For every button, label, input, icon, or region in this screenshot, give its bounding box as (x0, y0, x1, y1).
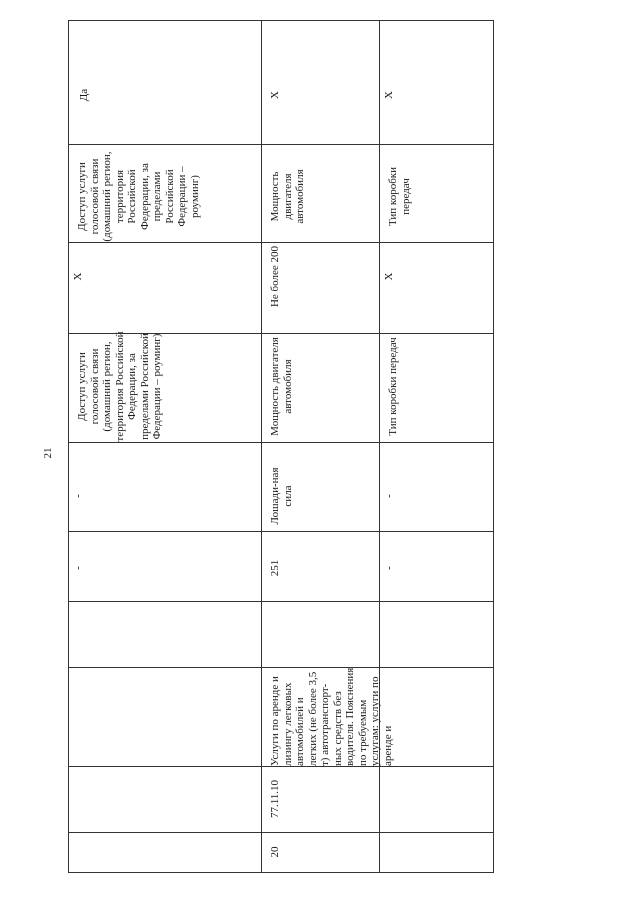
table-cell (379, 535, 493, 601)
table-border (68, 20, 69, 873)
table-cell (265, 46, 379, 144)
table-cell (72, 331, 257, 442)
cell-text: - (383, 494, 395, 498)
cell-text: X (383, 272, 395, 281)
table-border (68, 872, 494, 873)
requirements-table (68, 20, 494, 873)
cell-text: Тип коробки передач (387, 337, 399, 436)
table-cell (265, 151, 379, 242)
table-cell (265, 766, 379, 832)
table-cell (265, 535, 379, 601)
table-cell (379, 46, 493, 144)
table-border (261, 20, 262, 873)
table-cell (72, 151, 257, 242)
table-cell (265, 832, 379, 872)
table-border (493, 20, 494, 873)
cell-text: Не более 200 (269, 245, 281, 308)
table-cell (265, 461, 379, 531)
cell-text: X (383, 91, 395, 99)
table-cell (265, 667, 394, 766)
cell-text: Доступ услуги голосовой связи (домашний регион, территория Российской Федерации, за пределами Российской Федерации – роуминг) (76, 151, 201, 242)
page-number: 21 (42, 447, 54, 459)
table-cell (265, 331, 379, 442)
cell-text: - (72, 494, 84, 498)
table-cell (74, 46, 259, 144)
table-border (68, 20, 494, 21)
table-border (68, 144, 494, 145)
cell-text: Да (78, 88, 90, 102)
cell-text: 20 (269, 846, 281, 858)
table-cell (383, 331, 491, 442)
cell-text: X (269, 91, 281, 99)
cell-text: Тип коробки передач (387, 166, 412, 227)
cell-text: Мощность двигателя автомобиля (269, 169, 306, 224)
cell-text: X (72, 272, 84, 281)
table-border (68, 531, 494, 532)
table-cell (68, 535, 261, 601)
table-border (68, 442, 494, 443)
cell-text: Услуги по аренде и лизингу легковых автомобилей и легких (не более 3,5 т) автотранспорт-ных средств без водителя. Пояснения по требуемым услугам: услуги по аренде и (269, 667, 394, 766)
cell-text: 251 (269, 559, 281, 577)
cell-text: Доступ услуги голосовой связи (домашний регион, территория Российской Федерации, за пределами Российской Федерации – роуминг) (76, 331, 163, 442)
cell-text: 77.11.10 (269, 779, 281, 819)
cell-text: Лошади-ная сила (269, 467, 294, 525)
table-cell (383, 151, 491, 242)
cell-text: Мощность двигателя автомобиля (269, 337, 294, 436)
table-cell (379, 461, 493, 531)
cell-text: - (383, 566, 395, 570)
cell-text: - (72, 566, 84, 570)
table-cell (68, 461, 261, 531)
